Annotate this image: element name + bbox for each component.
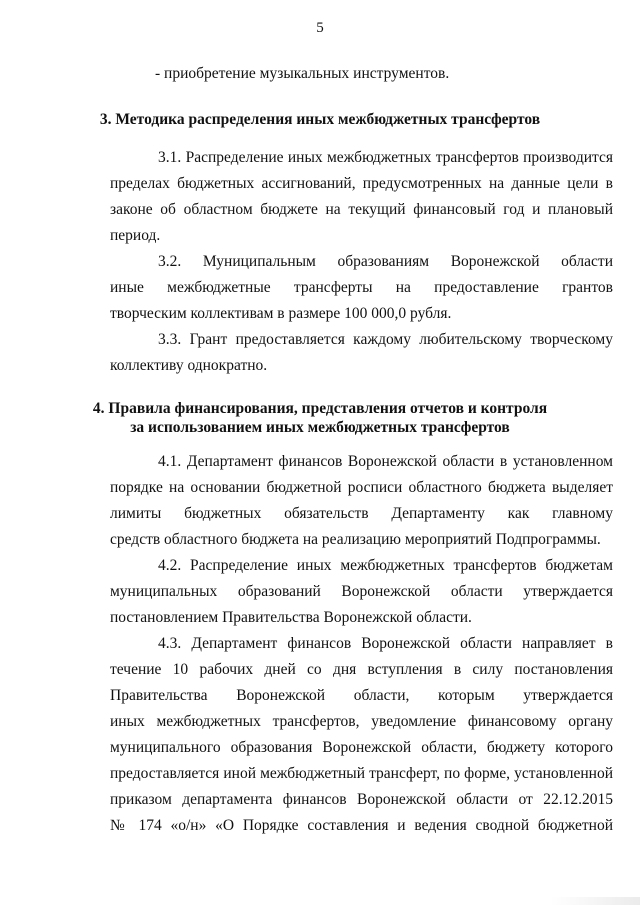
paragraph-4-1-line-2: порядке на основании бюджетной росписи областного бюджета выделяет	[110, 479, 613, 496]
section-4-heading-line-1: 4. Правила финансирования, представления отчетов и контроля	[92, 400, 548, 417]
paragraph-4-3-line-4: иных межбюджетных трансфертов, уведомление финансовому органу	[110, 713, 613, 730]
page-number: 5	[316, 20, 324, 36]
paragraph-4-3-line-1: 4.3. Департамент финансов Воронежской области направляет в	[158, 635, 613, 652]
paragraph-3-2-line-2: иные межбюджетные трансферты на предоставление грантов	[110, 279, 613, 296]
paragraph-4-3-line-8: № 174 «о/н» «О Порядке составления и ведения сводной бюджетной	[110, 817, 613, 834]
paragraph-3-1-line-2: пределах бюджетных ассигнований, предусмотренных на данные цели в	[110, 175, 613, 192]
paragraph-3-2-line-1: 3.2. Муниципальным образованиям Воронежской области	[158, 253, 613, 270]
section-3-heading: 3. Методика распределения иных межбюджетных трансфертов	[99, 111, 541, 128]
paragraph-3-3-line-1: 3.3. Грант предоставляется каждому любительскому творческому	[158, 331, 613, 348]
section-4-heading-line-2: за использованием иных межбюджетных трансфертов	[130, 419, 510, 436]
paragraph-4-3-line-2: течение 10 рабочих дней со дня вступления в силу постановления	[110, 661, 613, 678]
paragraph-4-1-line-4: средств областного бюджета на реализацию мероприятий Подпрограммы.	[110, 531, 601, 548]
paragraph-3-2-line-3: творческим коллективам в размере 100 000,0 рубля.	[110, 305, 452, 322]
list-item-musical-instruments: - приобретение музыкальных инструментов.	[155, 65, 450, 82]
paragraph-3-1-line-3: законе об областном бюджете на текущий финансовый год и плановый	[110, 201, 613, 218]
paragraph-3-1-line-4: период.	[110, 227, 161, 244]
paragraph-4-3-line-5: муниципального образования Воронежской области, бюджету которого	[110, 739, 613, 756]
scan-edge-shadow	[550, 897, 640, 905]
paragraph-4-3-line-7: приказом департамента финансов Воронежской области от 22.12.2015	[110, 791, 613, 808]
paragraph-3-3-line-2: коллективу однократно.	[110, 357, 268, 374]
paragraph-4-3-line-6: предоставляется иной межбюджетный трансферт, по форме, установленной	[110, 765, 613, 782]
paragraph-4-1-line-3: лимиты бюджетных обязательств Департаменту как главному	[110, 505, 613, 522]
paragraph-4-2-line-3: постановлением Правительства Воронежской области.	[110, 609, 472, 626]
paragraph-4-2-line-1: 4.2. Распределение иных межбюджетных трансфертов бюджетам	[158, 557, 613, 574]
paragraph-3-1-line-1: 3.1. Распределение иных межбюджетных трансфертов производится	[158, 149, 613, 166]
paragraph-4-3-line-3: Правительства Воронежской области, которым утверждается	[110, 687, 613, 704]
paragraph-4-1-line-1: 4.1. Департамент финансов Воронежской области в установленном	[158, 453, 613, 470]
paragraph-4-2-line-2: муниципальных образований Воронежской области утверждается	[110, 583, 613, 600]
